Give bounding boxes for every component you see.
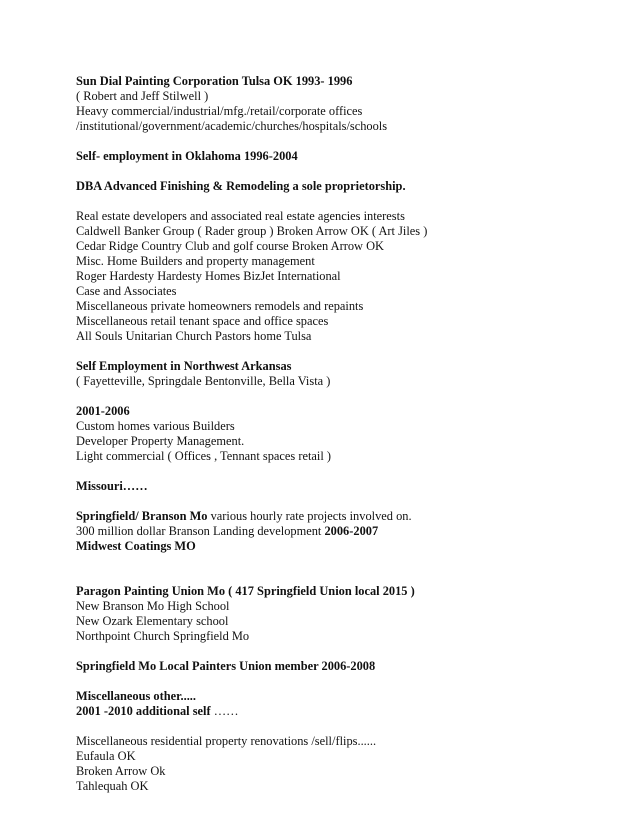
spacer <box>76 644 616 659</box>
dba-line: Cedar Ridge Country Club and golf course Broken Arrow OK <box>76 239 384 253</box>
missouri-heading: Missouri…… <box>76 479 148 493</box>
years-2001-line: Custom homes various Builders <box>76 419 235 433</box>
additional-self-rest: …… <box>210 704 239 718</box>
sundial-heading: Sun Dial Painting Corporation Tulsa OK 1993- 1996 <box>76 74 353 88</box>
spacer <box>76 494 616 509</box>
spacer <box>76 134 616 149</box>
dba-line: All Souls Unitarian Church Pastors home Tulsa <box>76 329 312 343</box>
spacer <box>76 194 616 209</box>
resume-page <box>76 74 616 794</box>
years-2001-line: Developer Property Management. <box>76 434 245 448</box>
paragon-heading: Paragon Painting Union Mo ( 417 Springfield Union local 2015 ) <box>76 584 415 598</box>
spacer <box>76 344 616 359</box>
branson-landing-line <box>76 524 616 539</box>
paragon-line: New Branson Mo High School <box>76 599 230 613</box>
paragon-line: New Ozark Elementary school <box>76 614 229 628</box>
dba-line: Roger Hardesty Hardesty Homes BizJet International <box>76 269 341 283</box>
paragon-line: Northpoint Church Springfield Mo <box>76 629 250 643</box>
branson-landing-text: 300 million dollar Branson Landing development <box>76 524 325 538</box>
sundial-line: Heavy commercial/industrial/mfg./retail/corporate offices <box>76 104 363 118</box>
years-2001-2006-heading: 2001-2006 <box>76 404 130 418</box>
springfield-line <box>76 509 616 524</box>
spacer <box>76 674 616 689</box>
additional-self-line <box>76 704 616 719</box>
dba-line: Miscellaneous retail tenant space and office spaces <box>76 314 329 328</box>
springfield-rest: various hourly rate projects involved on. <box>207 509 412 523</box>
dba-line: Miscellaneous private homeowners remodels and repaints <box>76 299 364 313</box>
nw-arkansas-heading: Self Employment in Northwest Arkansas <box>76 359 292 373</box>
dba-line: Caldwell Banker Group ( Rader group ) Broken Arrow OK ( Art Jiles ) <box>76 224 428 238</box>
midwest-coatings-heading: Midwest Coatings MO <box>76 539 196 553</box>
spacer <box>76 719 616 734</box>
dba-line: Case and Associates <box>76 284 177 298</box>
union-heading: Springfield Mo Local Painters Union member 2006-2008 <box>76 659 376 673</box>
misc-heading: Miscellaneous other..... <box>76 689 196 703</box>
springfield-bold: Springfield/ Branson Mo <box>76 509 208 523</box>
spacer <box>76 554 616 584</box>
dba-heading: DBA Advanced Finishing & Remodeling a sole proprietorship. <box>76 179 406 193</box>
sundial-line: /institutional/government/academic/churches/hospitals/schools <box>76 119 388 133</box>
spacer <box>76 464 616 479</box>
additional-self-bold: 2001 -2010 additional self <box>76 704 211 718</box>
sundial-line: ( Robert and Jeff Stilwell ) <box>76 89 209 103</box>
years-2001-line: Light commercial ( Offices , Tennant spaces retail ) <box>76 449 331 463</box>
nw-arkansas-line: ( Fayetteville, Springdale Bentonville, Bella Vista ) <box>76 374 331 388</box>
renovations-line: Eufaula OK <box>76 749 136 763</box>
self-employment-ok-heading: Self- employment in Oklahoma 1996-2004 <box>76 149 298 163</box>
renovations-line: Tahlequah OK <box>76 779 149 793</box>
spacer <box>76 389 616 404</box>
dba-line: Real estate developers and associated real estate agencies interests <box>76 209 405 223</box>
spacer <box>76 164 616 179</box>
branson-landing-years: 2006-2007 <box>324 524 379 538</box>
dba-line: Misc. Home Builders and property management <box>76 254 315 268</box>
renovations-line: Miscellaneous residential property renovations /sell/flips...... <box>76 734 377 748</box>
renovations-line: Broken Arrow Ok <box>76 764 166 778</box>
